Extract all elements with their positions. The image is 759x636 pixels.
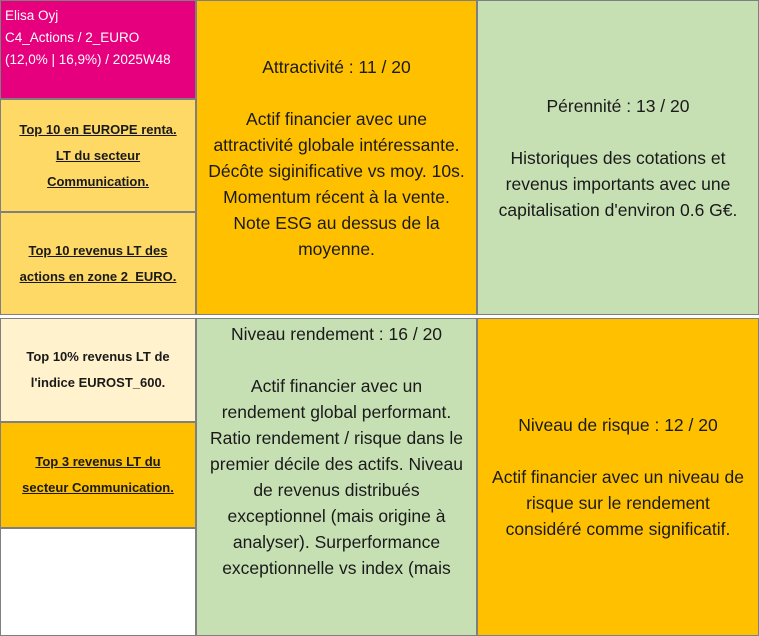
attractivite-line: Note ESG au dessus de la [233,212,440,233]
badge-2-line2: actions en zone 2_EURO. [19,268,177,284]
attractivite-line: Décôte siginificative vs moy. 10s. [208,160,465,181]
badge-top10-revenus [0,212,196,315]
risque-cell [477,318,759,636]
rendement-line: Ratio rendement / risque dans le [210,428,463,448]
rendement-line: exceptionnelle vs index (mais [222,558,451,578]
risque-title: Niveau de risque : 12 / 20 [518,415,718,435]
risque-line: Actif financier avec un niveau de [492,467,744,487]
attractivite-cell [196,0,477,315]
stats: (12,0% | 16,9%) / 2025W48 [5,52,171,67]
attractivite-line: attractivité globale intéressante. [213,134,460,155]
badge-4-line1: Top 3 revenus LT du [35,454,161,469]
badge-3-line1: Top 10% revenus LT de [26,349,170,364]
header-cell [0,0,196,99]
empty-cell [0,528,196,636]
category: C4_Actions / 2_EURO [5,30,140,45]
badge-1-line1: Top 10 en EUROPE renta. [19,121,177,137]
rendement-line: Actif financier avec un [250,376,423,396]
attractivite-line: Actif financier avec une [246,108,427,129]
perennite-cell [477,0,759,315]
badge-1-line2: LT du secteur [55,147,141,163]
perennite-line: revenus importants avec une [505,173,731,194]
rendement-title: Niveau rendement : 16 / 20 [230,324,443,344]
attractivite-line: Momentum récent à la vente. [223,186,450,207]
risque-line: risque sur le rendement [526,493,710,513]
badge-2-line1: Top 10 revenus LT des [28,242,168,258]
badge-top3-secteur [0,422,196,528]
perennite-title: Pérennité : 13 / 20 [546,95,690,116]
rendement-line: de revenus distribués [253,480,420,500]
perennite-line: capitalisation d'environ 0.6 G€. [498,199,738,220]
company-name: Elisa Oyj [5,8,59,23]
rendement-cell [196,318,477,636]
rendement-line: rendement global performant. [221,402,452,422]
badge-3-line2: l'indice EUROST_600. [30,375,166,390]
badge-top10-europe [0,99,196,212]
rendement-line: premier décile des actifs. Niveau [210,454,463,474]
risque-line: considéré comme significatif. [505,519,731,539]
attractivite-line: moyenne. [298,238,375,259]
badge-top10pct-indice [0,318,196,422]
rendement-line: exceptionnel (mais origine à [227,506,446,526]
attractivite-title: Attractivité : 11 / 20 [262,56,411,77]
badge-1-line3: Communication. [47,173,149,189]
badge-4-line2: secteur Communication. [22,480,174,495]
rendement-line: analyser). Surperformance [232,532,441,552]
perennite-line: Historiques des cotations et [510,147,726,168]
